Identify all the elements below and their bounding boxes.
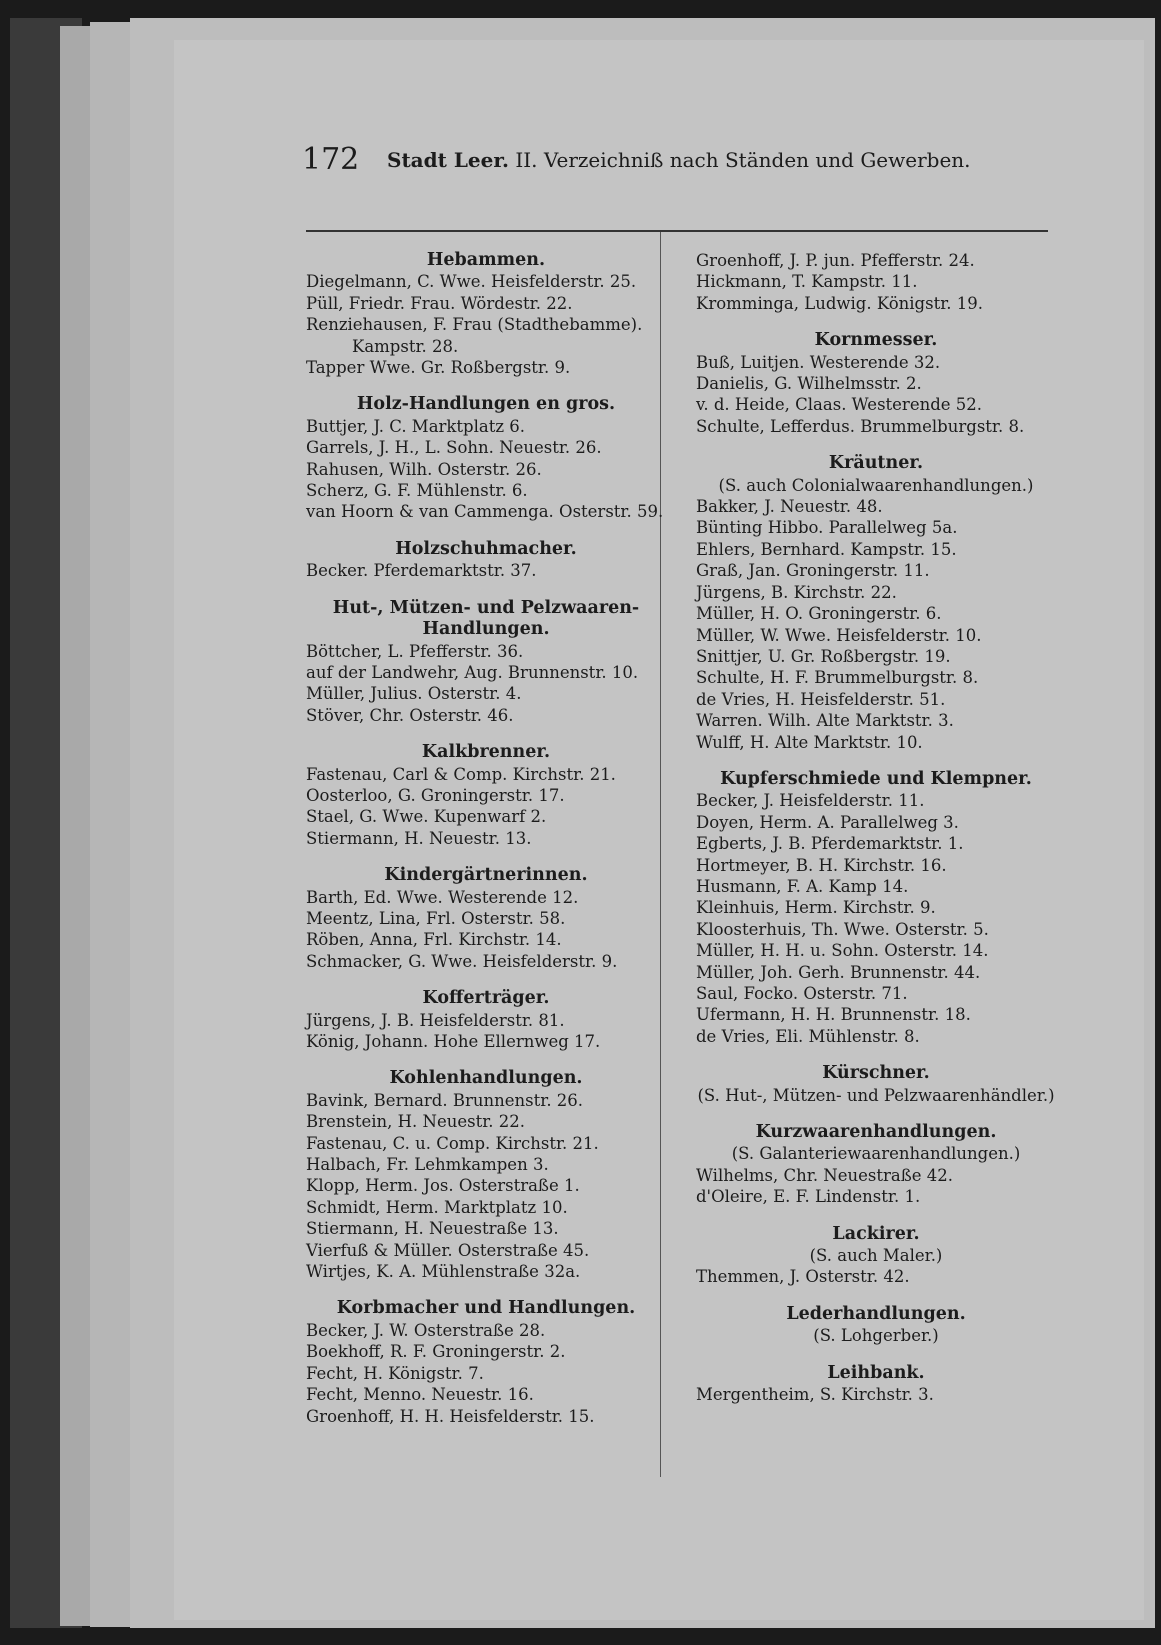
directory-entry: van Hoorn & van Cammenga. Osterstr. 59. bbox=[306, 502, 664, 522]
directory-entry: Röben, Anna, Frl. Kirchstr. 14. bbox=[306, 930, 562, 950]
section-title: Hebammen. bbox=[426, 250, 546, 270]
directory-entry: Müller, W. Wwe. Heisfelderstr. 10. bbox=[696, 625, 982, 645]
section-title: Korbmacher und Handlungen. bbox=[336, 1298, 636, 1319]
section-title: Kofferträger. bbox=[422, 988, 550, 1009]
directory-entry: Egberts, J. B. Pferdemarktstr. 1. bbox=[696, 834, 964, 854]
directory-entry: Bünting Hibbo. Parallelweg 5a. bbox=[696, 518, 958, 538]
directory-section bbox=[306, 250, 666, 378]
left-column bbox=[306, 250, 666, 1427]
directory-entry: König, Johann. Hohe Ellernweg 17. bbox=[306, 1032, 601, 1051]
section-note: (S. Galanteriewaarenhandlungen.) bbox=[731, 1144, 1021, 1164]
directory-entry: de Vries, H. Heisfelderstr. 51. bbox=[696, 689, 946, 709]
directory-entry: Scherz, G. F. Mühlenstr. 6. bbox=[306, 481, 528, 501]
directory-entry: d'Oleire, E. F. Lindenstr. 1. bbox=[696, 1187, 921, 1207]
section-title: Kalkbrenner. bbox=[421, 742, 551, 763]
directory-section bbox=[306, 1068, 666, 1282]
directory-entry: Brenstein, H. Neuestr. 22. bbox=[306, 1112, 526, 1132]
directory-section bbox=[306, 988, 666, 1052]
directory-entry: Müller, Joh. Gerh. Brunnenstr. 44. bbox=[696, 962, 981, 982]
directory-entry: Hortmeyer, B. H. Kirchstr. 16. bbox=[696, 855, 947, 875]
directory-entry: Kromminga, Ludwig. Königstr. 19. bbox=[696, 293, 984, 313]
section-title: Holz-Handlungen en gros. bbox=[356, 394, 616, 415]
section-title: Kindergärtnerinnen. bbox=[384, 865, 588, 886]
directory-section bbox=[696, 769, 1056, 1047]
directory-entry: Halbach, Fr. Lehmkampen 3. bbox=[306, 1155, 549, 1175]
directory-entry: auf der Landwehr, Aug. Brunnenstr. 10. bbox=[306, 662, 639, 682]
directory-entry: Fecht, Menno. Neuestr. 16. bbox=[306, 1385, 534, 1405]
directory-entry: Barth, Ed. Wwe. Westerende 12. bbox=[306, 887, 579, 907]
directory-entry: Meentz, Lina, Frl. Osterstr. 58. bbox=[306, 908, 566, 928]
directory-entry: Stiermann, H. Neuestraße 13. bbox=[306, 1219, 559, 1239]
directory-entry: Jürgens, J. B. Heisfelderstr. 81. bbox=[306, 1010, 565, 1030]
directory-entry: Garrels, J. H., L. Sohn. Neuestr. 26. bbox=[306, 438, 602, 458]
section-title: Kornmesser. bbox=[814, 330, 938, 351]
directory-entry: Renziehausen, F. Frau (Stadthebamme). bbox=[306, 315, 643, 335]
directory-entry: Danielis, G. Wilhelmsstr. 2. bbox=[696, 374, 922, 394]
directory-entry: Becker. Pferdemarktstr. 37. bbox=[306, 561, 537, 581]
directory-entry: Stiermann, H. Neuestr. 13. bbox=[306, 828, 532, 848]
directory-entry: Schulte, H. F. Brummelburgstr. 8. bbox=[696, 668, 979, 688]
directory-entry: Rahusen, Wilh. Osterstr. 26. bbox=[306, 459, 542, 479]
directory-section bbox=[306, 1298, 666, 1426]
section-title-continued: Handlungen. bbox=[422, 619, 550, 640]
directory-entry: Schmidt, Herm. Marktplatz 10. bbox=[306, 1197, 568, 1217]
section-title: Kräutner. bbox=[828, 453, 924, 474]
directory-section bbox=[696, 1063, 1056, 1106]
section-note: (S. auch Maler.) bbox=[809, 1246, 943, 1266]
section-title: Lackirer. bbox=[832, 1223, 920, 1244]
directory-section bbox=[696, 1304, 1056, 1347]
directory-section bbox=[696, 1224, 1056, 1288]
directory-entry: v. d. Heide, Claas. Westerende 52. bbox=[696, 395, 983, 415]
directory-entry: Themmen, J. Osterstr. 42. bbox=[696, 1267, 910, 1287]
directory-section bbox=[306, 394, 666, 522]
directory-entry: Kleinhuis, Herm. Kirchstr. 9. bbox=[696, 898, 936, 918]
directory-entry: de Vries, Eli. Mühlenstr. 8. bbox=[696, 1026, 920, 1046]
directory-entry: Kloosterhuis, Th. Wwe. Osterstr. 5. bbox=[696, 919, 989, 939]
book-page bbox=[174, 40, 1144, 1620]
directory-section bbox=[306, 742, 666, 849]
directory-entry: Boekhoff, R. F. Groningerstr. 2. bbox=[306, 1342, 566, 1362]
directory-entry: Ehlers, Bernhard. Kampstr. 15. bbox=[696, 539, 957, 559]
directory-entry: Kampstr. 28. bbox=[352, 336, 459, 356]
directory-entry: Becker, J. W. Osterstraße 28. bbox=[306, 1320, 546, 1340]
directory-entry: Püll, Friedr. Frau. Wördestr. 22. bbox=[306, 293, 573, 313]
section-title: Kurzwaarenhandlungen. bbox=[755, 1122, 997, 1143]
directory-entry: Snittjer, U. Gr. Roßbergstr. 19. bbox=[696, 646, 951, 666]
directory-entry: Diegelmann, C. Wwe. Heisfelderstr. 25. bbox=[306, 272, 637, 292]
directory-section bbox=[306, 865, 666, 972]
directory-section bbox=[306, 539, 666, 582]
section-title: Kupferschmiede und Klempner. bbox=[720, 768, 1032, 789]
section-note: (S. auch Colonialwaarenhandlungen.) bbox=[718, 475, 1034, 495]
page-number: 172 bbox=[302, 142, 360, 177]
directory-section bbox=[696, 453, 1056, 753]
directory-entry: Bakker, J. Neuestr. 48. bbox=[696, 497, 883, 517]
directory-entry: Fecht, H. Königstr. 7. bbox=[306, 1363, 484, 1383]
directory-section bbox=[306, 598, 666, 726]
page-header bbox=[302, 140, 1042, 190]
directory-entry: Vierfuß & Müller. Osterstraße 45. bbox=[306, 1240, 590, 1260]
directory-entry: Stöver, Chr. Osterstr. 46. bbox=[306, 705, 514, 725]
directory-entry: Husmann, F. A. Kamp 14. bbox=[696, 876, 909, 896]
directory-entry: Schmacker, G. Wwe. Heisfelderstr. 9. bbox=[306, 951, 618, 971]
directory-entry: Becker, J. Heisfelderstr. 11. bbox=[696, 791, 925, 811]
directory-entry: Müller, H. H. u. Sohn. Osterstr. 14. bbox=[696, 941, 989, 961]
directory-subtitle: II. Verzeichniß nach Ständen und Gewerben. bbox=[515, 148, 971, 172]
directory-entry: Schulte, Lefferdus. Brummelburgstr. 8. bbox=[696, 416, 1025, 436]
directory-entry: Groenhoff, J. P. jun. Pfefferstr. 24. bbox=[696, 251, 975, 270]
section-title: Hut-, Mützen- und Pelzwaaren- bbox=[332, 597, 640, 618]
directory-entry: Buß, Luitjen. Westerende 32. bbox=[696, 352, 941, 372]
directory-entry: Wulff, H. Alte Marktstr. 10. bbox=[696, 732, 923, 752]
directory-entry: Saul, Focko. Osterstr. 71. bbox=[696, 984, 908, 1003]
directory-entry: Müller, H. O. Groningerstr. 6. bbox=[696, 604, 942, 624]
directory-entry: Groenhoff, H. H. Heisfelderstr. 15. bbox=[306, 1406, 595, 1426]
section-title: Kohlenhandlungen. bbox=[389, 1068, 583, 1089]
directory-entry: Wilhelms, Chr. Neuestraße 42. bbox=[696, 1165, 953, 1185]
section-title: Holzschuhmacher. bbox=[395, 538, 577, 559]
directory-entry: Fastenau, Carl & Comp. Kirchstr. 21. bbox=[306, 764, 616, 784]
directory-entry: Graß, Jan. Groningerstr. 11. bbox=[696, 561, 930, 581]
city-title: Stadt Leer. bbox=[387, 148, 510, 172]
directory-section bbox=[696, 1122, 1056, 1208]
directory-section bbox=[696, 330, 1056, 437]
section-title: Kürschner. bbox=[822, 1063, 930, 1084]
directory-entry: Klopp, Herm. Jos. Osterstraße 1. bbox=[306, 1176, 580, 1196]
section-note: (S. Lohgerber.) bbox=[813, 1326, 939, 1346]
directory-entry: Mergentheim, S. Kirchstr. 3. bbox=[696, 1385, 934, 1405]
directory-entry: Fastenau, C. u. Comp. Kirchstr. 21. bbox=[306, 1133, 599, 1153]
directory-section bbox=[696, 250, 1056, 314]
directory-entry: Tapper Wwe. Gr. Roßbergstr. 9. bbox=[306, 358, 571, 378]
section-title: Lederhandlungen. bbox=[786, 1303, 966, 1324]
directory-entry: Wirtjes, K. A. Mühlenstraße 32a. bbox=[306, 1262, 581, 1282]
section-note: (S. Hut-, Mützen- und Pelzwaarenhändler.) bbox=[697, 1085, 1055, 1105]
directory-entry: Ufermann, H. H. Brunnenstr. 18. bbox=[696, 1005, 971, 1025]
directory-section bbox=[696, 1363, 1056, 1406]
directory-entry: Böttcher, L. Pfefferstr. 36. bbox=[306, 641, 524, 661]
directory-entry: Warren. Wilh. Alte Marktstr. 3. bbox=[696, 711, 954, 731]
section-title: Leihbank. bbox=[827, 1362, 925, 1383]
directory-entry: Jürgens, B. Kirchstr. 22. bbox=[696, 582, 897, 602]
directory-entry: Oosterloo, G. Groningerstr. 17. bbox=[306, 785, 565, 805]
directory-entry: Bavink, Bernard. Brunnenstr. 26. bbox=[306, 1090, 584, 1110]
directory-entry: Buttjer, J. C. Marktplatz 6. bbox=[306, 416, 526, 436]
directory-entry: Doyen, Herm. A. Parallelweg 3. bbox=[696, 812, 959, 832]
header-rule bbox=[306, 230, 1048, 232]
directory-entry: Müller, Julius. Osterstr. 4. bbox=[306, 684, 522, 704]
running-title bbox=[387, 148, 971, 172]
right-column bbox=[696, 250, 1056, 1406]
directory-entry: Hickmann, T. Kampstr. 11. bbox=[696, 272, 918, 292]
directory-entry: Stael, G. Wwe. Kupenwarf 2. bbox=[306, 807, 547, 827]
